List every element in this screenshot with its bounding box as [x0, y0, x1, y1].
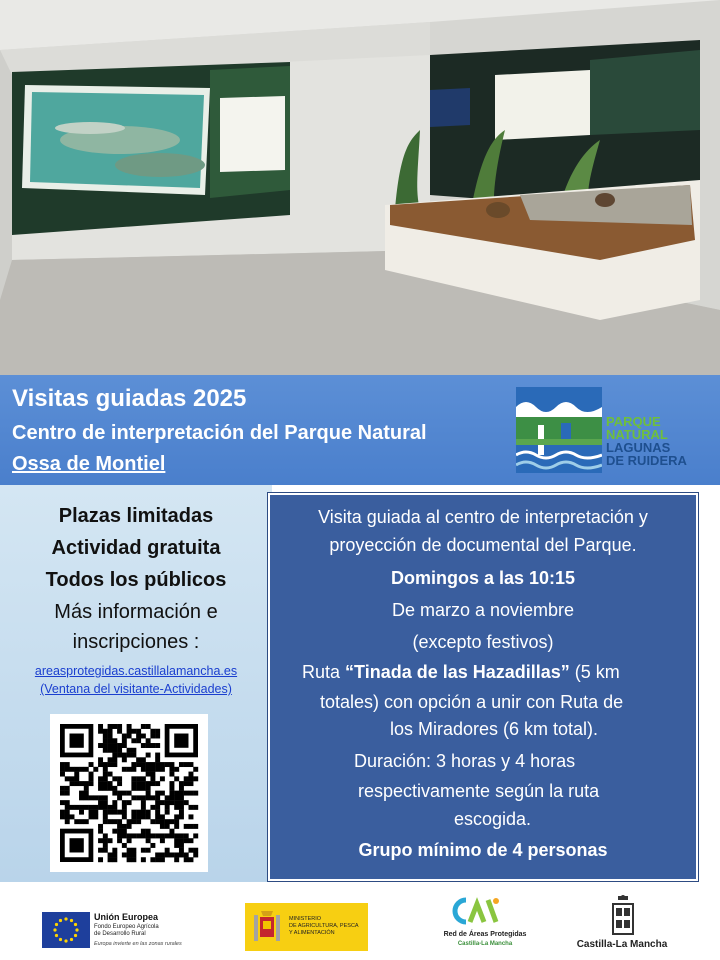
left-info-column: [0, 485, 272, 882]
qr-code[interactable]: [50, 714, 208, 872]
footer-logos: [0, 882, 720, 960]
red-areas-line1: Red de Áreas Protegidas: [443, 931, 527, 938]
red-areas-line2: Castilla-La Mancha: [457, 941, 513, 947]
activity-details-box: [268, 493, 698, 881]
visitor-window-link[interactable]: (Ventana del visitante-Actividades): [40, 682, 232, 696]
qr-code-icon: [50, 714, 208, 872]
duration-end-line: escogida.: [454, 809, 532, 829]
details-line-1: Visita guiada al centro de interpretación y: [318, 507, 648, 527]
ministerio-logo: [245, 903, 368, 951]
more-info-text: Más información e: [54, 601, 218, 623]
duration-line: Duración: 3 horas y 4 horas: [354, 751, 576, 771]
limited-places: Plazas limitadas: [58, 505, 214, 527]
route-name: “Tinada de las Hazadillas”: [345, 662, 570, 682]
route-prefix: Ruta: [302, 662, 346, 682]
eu-slogan: Europa invierte en las zonas rurales: [94, 941, 182, 947]
location-link[interactable]: Ossa de Montiel: [12, 453, 166, 475]
eu-title: Unión Europea: [94, 912, 159, 922]
eu-fund-line2: de Desarrollo Rural: [94, 931, 146, 937]
eu-logo: [42, 912, 232, 952]
red-areas-logo: [430, 896, 540, 956]
page-title: Visitas guiadas 2025: [12, 385, 247, 412]
route-distance: (5 km: [569, 662, 620, 682]
parque-natural-logo: [516, 387, 711, 473]
website-link[interactable]: areasprotegidas.castillalamancha.es: [34, 664, 238, 678]
ministerio-line2: DE AGRICULTURA, PESCA: [289, 923, 359, 929]
exhibit-photo-illustration: [0, 0, 720, 375]
header-band: [0, 375, 720, 485]
route-line: [302, 662, 620, 683]
exhibit-photo: [0, 0, 720, 375]
castle-icon: [610, 894, 636, 936]
registration-text: inscripciones :: [72, 631, 200, 653]
eu-flag-icon: [42, 912, 90, 948]
castilla-la-mancha-logo: [572, 894, 672, 958]
all-audiences: Todos los públicos: [45, 569, 227, 591]
red-areas-emblem-icon: [452, 896, 502, 926]
details-line-2: proyección de documental del Parque.: [329, 535, 637, 555]
free-activity: Actividad gratuita: [51, 537, 221, 559]
lagunas-emblem-icon: [516, 387, 602, 473]
logo-word-natural: NATURAL: [606, 427, 668, 442]
season-range: De marzo a noviembre: [391, 600, 575, 620]
logo-word-ruidera: DE RUIDERA: [606, 453, 687, 468]
clm-label: Castilla-La Mancha: [576, 939, 668, 950]
logo-word-parque: PARQUE: [606, 414, 661, 429]
min-group-size: Grupo mínimo de 4 personas: [358, 840, 608, 860]
page-subtitle: Centro de interpretación del Parque Natural: [12, 422, 427, 444]
route-miradores-line: los Miradores (6 km total).: [390, 719, 599, 739]
duration-detail-line: respectivamente según la ruta: [358, 781, 600, 801]
holiday-exception: (excepto festivos): [412, 632, 554, 652]
spain-coat-of-arms-icon: [252, 907, 282, 947]
route-option-line: totales) con opción a unir con Ruta de: [320, 692, 624, 712]
logo-word-lagunas: LAGUNAS: [606, 440, 671, 455]
ministerio-line3: Y ALIMENTACIÓN: [289, 930, 335, 936]
ministerio-line1: MINISTERIO: [289, 916, 322, 922]
eu-fund-line1: Fondo Europeo Agrícola: [94, 924, 159, 930]
schedule-time: Domingos a las 10:15: [390, 568, 576, 588]
